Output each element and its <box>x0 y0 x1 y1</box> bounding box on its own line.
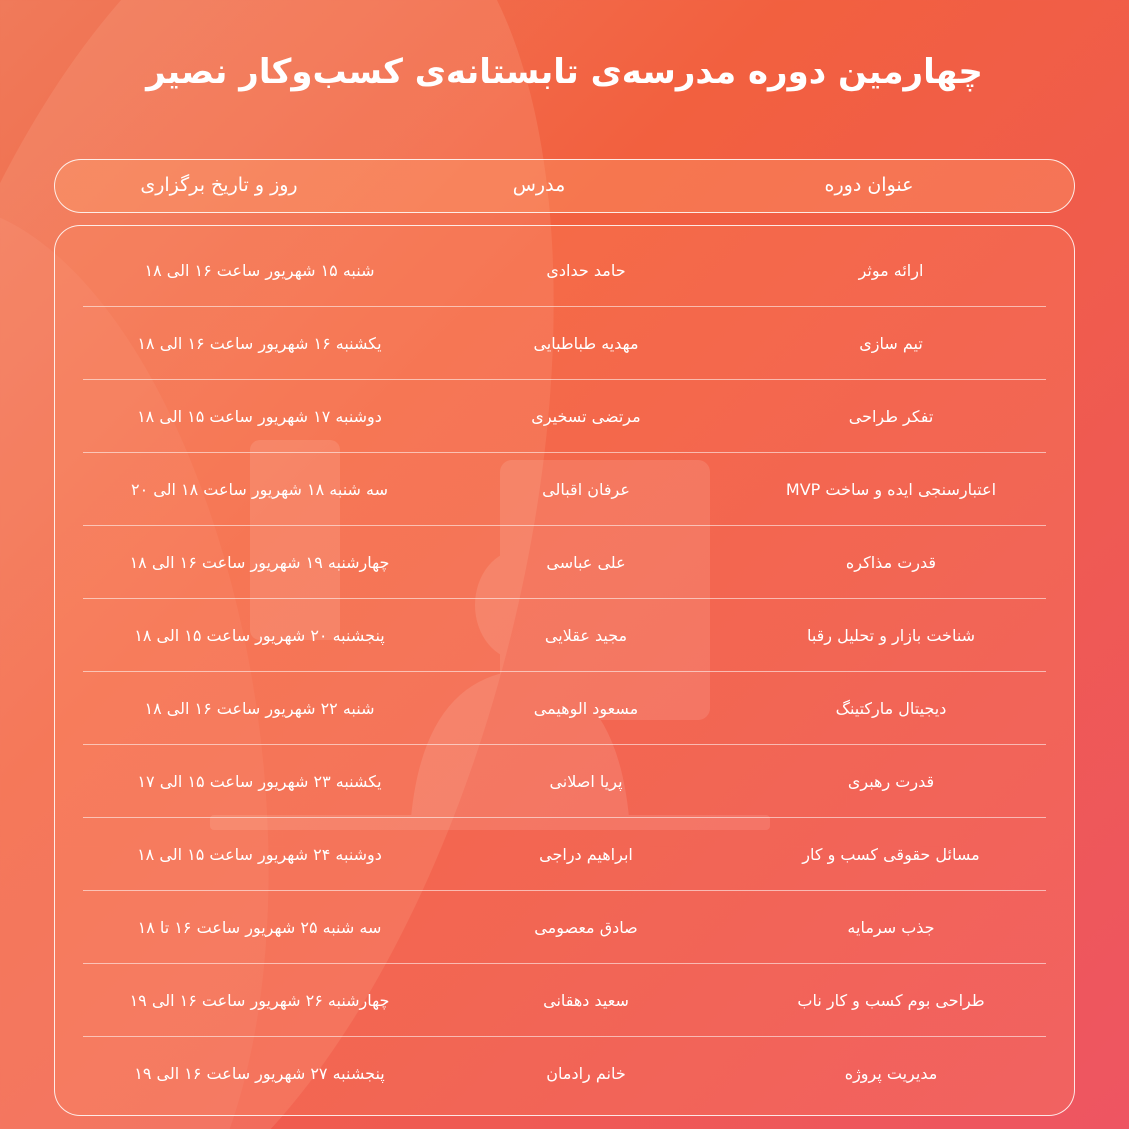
teacher-name: مرتضی تسخیری <box>531 407 641 426</box>
header-course: عنوان دوره <box>824 174 914 196</box>
teacher-name: عرفان اقبالی <box>542 480 630 499</box>
teacher-name: مسعود الوهیمی <box>533 699 639 718</box>
table-row <box>83 964 1046 1037</box>
teacher-name: پریا اصلانی <box>549 772 623 791</box>
course-title: اعتبارسنجی ایده و ساخت MVP <box>785 480 997 499</box>
session-date: شنبه ۱۵ شهریور ساعت ۱۶ الی ۱۸ <box>144 261 375 280</box>
teacher-name: سعید دهقانی <box>543 991 629 1010</box>
session-date: سه شنبه ۲۵ شهریور ساعت ۱۶ تا ۱۸ <box>137 918 382 937</box>
teacher-name: صادق معصومی <box>534 918 638 937</box>
teacher-name: مهدیه طباطبایی <box>533 334 639 353</box>
session-date: دوشنبه ۲۴ شهریور ساعت ۱۵ الی ۱۸ <box>137 845 382 864</box>
page-title: چهارمین دوره مدرسه‌ی تابستانه‌ی کسب‌وکار نصیر <box>146 52 983 92</box>
session-date: سه شنبه ۱۸ شهریور ساعت ۱۸ الی ۲۰ <box>130 480 389 499</box>
table-row <box>83 234 1046 307</box>
course-title: قدرت مذاکره <box>845 553 937 572</box>
table-row <box>83 672 1046 745</box>
course-title: قدرت رهبری <box>847 772 935 791</box>
table-row <box>83 307 1046 380</box>
teacher-name: خانم رادمان <box>546 1064 626 1083</box>
teacher-name: علی عباسی <box>546 553 626 572</box>
table-body <box>83 234 1046 1110</box>
session-date: پنجشنبه ۲۰ شهریور ساعت ۱۵ الی ۱۸ <box>134 626 385 645</box>
table-row <box>83 818 1046 891</box>
course-title: ارائه موثر <box>858 261 924 280</box>
session-date: شنبه ۲۲ شهریور ساعت ۱۶ الی ۱۸ <box>144 699 375 718</box>
header-teacher: مدرس <box>512 174 566 196</box>
schedule-table <box>54 225 1075 1116</box>
table-row <box>83 380 1046 453</box>
session-date: پنجشنبه ۲۷ شهریور ساعت ۱۶ الی ۱۹ <box>134 1064 385 1083</box>
session-date: دوشنبه ۱۷ شهریور ساعت ۱۵ الی ۱۸ <box>137 407 382 426</box>
session-date: چهارشنبه ۱۹ شهریور ساعت ۱۶ الی ۱۸ <box>129 553 390 572</box>
table-row <box>83 526 1046 599</box>
header-date: روز و تاریخ برگزاری <box>140 174 298 196</box>
teacher-name: ابراهیم دراجی <box>539 845 633 864</box>
course-title: دیجیتال مارکتینگ <box>835 699 947 718</box>
session-date: یکشنبه ۲۳ شهریور ساعت ۱۵ الی ۱۷ <box>137 772 382 791</box>
course-title: شناخت بازار و تحلیل رقبا <box>806 626 976 645</box>
session-date: چهارشنبه ۲۶ شهریور ساعت ۱۶ الی ۱۹ <box>129 991 390 1010</box>
course-title: تفکر طراحی <box>848 407 934 426</box>
course-title: جذب سرمایه <box>847 918 935 937</box>
table-row <box>83 453 1046 526</box>
course-title: طراحی بوم کسب و کار ناب <box>797 991 985 1010</box>
table-row <box>83 891 1046 964</box>
teacher-name: مجید عقلایی <box>544 626 628 645</box>
course-title: تیم سازی <box>859 334 923 353</box>
table-row <box>83 1037 1046 1110</box>
course-title: مدیریت پروژه <box>844 1064 938 1083</box>
session-date: یکشنبه ۱۶ شهریور ساعت ۱۶ الی ۱۸ <box>137 334 382 353</box>
teacher-name: حامد حدادی <box>546 261 626 280</box>
course-title: مسائل حقوقی کسب و کار <box>802 845 980 864</box>
table-header <box>54 159 1075 213</box>
table-row <box>83 599 1046 672</box>
table-row <box>83 745 1046 818</box>
